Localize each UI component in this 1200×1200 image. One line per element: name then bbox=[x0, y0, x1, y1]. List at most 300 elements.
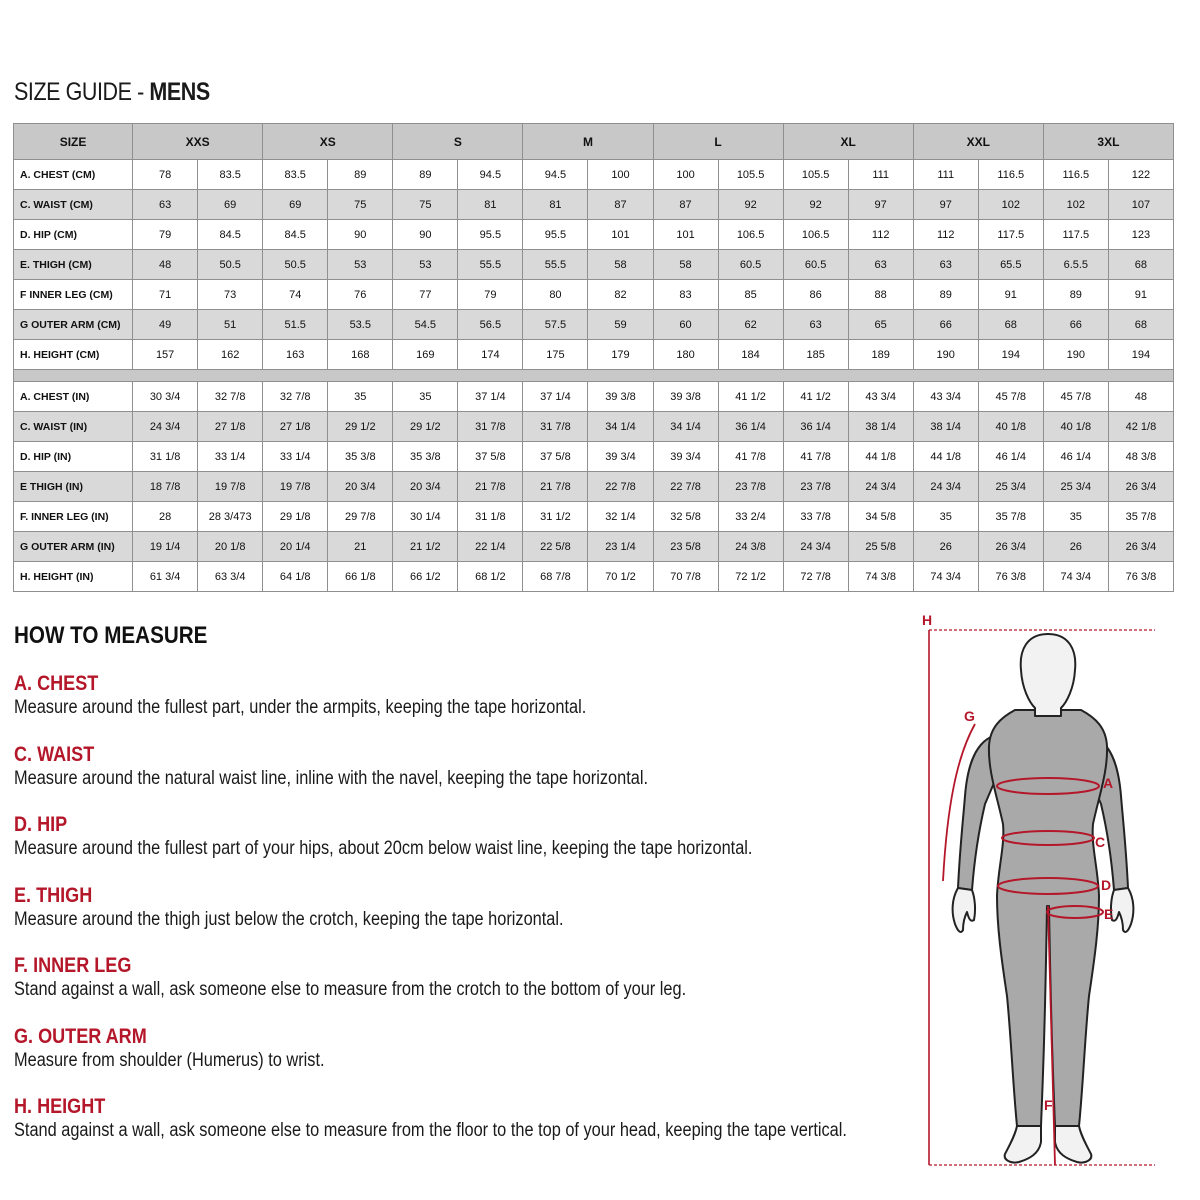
table-cell: 22 1/4 bbox=[458, 532, 523, 562]
table-cell: 95.5 bbox=[458, 220, 523, 250]
table-cell: 55.5 bbox=[458, 250, 523, 280]
row-label: C. WAIST (IN) bbox=[14, 412, 133, 442]
measure-description: Measure around the fullest part of your hips, about 20cm below waist line, keeping the tape horizontal. bbox=[14, 838, 753, 859]
row-label: G OUTER ARM (CM) bbox=[14, 310, 133, 340]
measure-item bbox=[14, 743, 648, 791]
table-cell: 91 bbox=[1108, 280, 1173, 310]
table-row bbox=[14, 250, 1174, 280]
head bbox=[1021, 634, 1076, 716]
measure-description: Stand against a wall, ask someone else to measure from the crotch to the bottom of your leg. bbox=[14, 979, 687, 1000]
table-cell: 65 bbox=[848, 310, 913, 340]
table-cell: 40 1/8 bbox=[1043, 412, 1108, 442]
table-cell: 24 3/4 bbox=[848, 472, 913, 502]
table-cell: 40 1/8 bbox=[978, 412, 1043, 442]
table-cell: 25 3/4 bbox=[978, 472, 1043, 502]
table-cell: 51 bbox=[198, 310, 263, 340]
table-cell: 77 bbox=[393, 280, 458, 310]
table-cell: 116.5 bbox=[978, 160, 1043, 190]
table-cell: 36 1/4 bbox=[783, 412, 848, 442]
table-cell: 31 1/2 bbox=[523, 502, 588, 532]
table-cell: 37 1/4 bbox=[523, 382, 588, 412]
table-cell: 190 bbox=[913, 340, 978, 370]
table-cell: 37 1/4 bbox=[458, 382, 523, 412]
table-cell: 65.5 bbox=[978, 250, 1043, 280]
body-silhouette bbox=[953, 634, 1134, 1163]
table-cell: 27 1/8 bbox=[198, 412, 263, 442]
table-cell: 35 3/8 bbox=[328, 442, 393, 472]
table-cell: 44 1/8 bbox=[913, 442, 978, 472]
table-cell: 194 bbox=[1108, 340, 1173, 370]
table-cell: 31 7/8 bbox=[458, 412, 523, 442]
measure-item bbox=[14, 1025, 325, 1073]
measure-item bbox=[14, 672, 586, 720]
table-cell: 175 bbox=[523, 340, 588, 370]
table-cell: 23 1/4 bbox=[588, 532, 653, 562]
table-cell: 112 bbox=[913, 220, 978, 250]
table-cell: 81 bbox=[523, 190, 588, 220]
table-cell: 48 bbox=[133, 250, 198, 280]
measure-description: Measure around the thigh just below the crotch, keeping the tape horizontal. bbox=[14, 908, 564, 930]
table-cell: 35 3/8 bbox=[393, 442, 458, 472]
measure-heading: C. WAIST bbox=[14, 742, 95, 766]
table-cell: 61 3/4 bbox=[133, 562, 198, 592]
label-c: C bbox=[1095, 834, 1106, 850]
table-cell: 36 1/4 bbox=[718, 412, 783, 442]
table-cell: 81 bbox=[458, 190, 523, 220]
table-cell: 86 bbox=[783, 280, 848, 310]
measure-description: Measure around the natural waist line, inline with the navel, keeping the tape horizontal. bbox=[14, 767, 649, 789]
table-cell: 76 3/8 bbox=[1108, 562, 1173, 592]
table-cell: 50.5 bbox=[263, 250, 328, 280]
title-prefix: SIZE GUIDE - bbox=[14, 78, 150, 106]
table-cell: 26 3/4 bbox=[1108, 532, 1173, 562]
table-cell: 66 bbox=[913, 310, 978, 340]
table-cell: 60 bbox=[653, 310, 718, 340]
size-header-s: S bbox=[393, 124, 523, 160]
table-cell: 105.5 bbox=[718, 160, 783, 190]
table-cell: 21 7/8 bbox=[458, 472, 523, 502]
table-cell: 72 7/8 bbox=[783, 562, 848, 592]
row-label: C. WAIST (CM) bbox=[14, 190, 133, 220]
table-cell: 69 bbox=[263, 190, 328, 220]
left-hand bbox=[953, 888, 975, 932]
size-header-l: L bbox=[653, 124, 783, 160]
right-foot bbox=[1055, 1126, 1091, 1163]
table-cell: 87 bbox=[653, 190, 718, 220]
table-cell: 26 3/4 bbox=[1108, 472, 1173, 502]
table-cell: 54.5 bbox=[393, 310, 458, 340]
row-label: E THIGH (IN) bbox=[14, 472, 133, 502]
table-cell: 107 bbox=[1108, 190, 1173, 220]
table-cell: 106.5 bbox=[718, 220, 783, 250]
table-cell: 71 bbox=[133, 280, 198, 310]
table-cell: 43 3/4 bbox=[848, 382, 913, 412]
how-to-measure-title: HOW TO MEASURE bbox=[14, 622, 208, 649]
row-label: F. INNER LEG (IN) bbox=[14, 502, 133, 532]
table-cell: 87 bbox=[588, 190, 653, 220]
table-row bbox=[14, 472, 1174, 502]
row-label: H. HEIGHT (IN) bbox=[14, 562, 133, 592]
table-cell: 168 bbox=[328, 340, 393, 370]
table-cell: 34 1/4 bbox=[653, 412, 718, 442]
table-cell: 24 3/8 bbox=[718, 532, 783, 562]
table-cell: 189 bbox=[848, 340, 913, 370]
table-cell: 94.5 bbox=[523, 160, 588, 190]
table-cell: 100 bbox=[588, 160, 653, 190]
table-cell: 53 bbox=[393, 250, 458, 280]
table-cell: 41 7/8 bbox=[783, 442, 848, 472]
table-cell: 45 7/8 bbox=[978, 382, 1043, 412]
table-cell: 74 3/8 bbox=[848, 562, 913, 592]
table-cell: 29 1/8 bbox=[263, 502, 328, 532]
table-cell: 21 7/8 bbox=[523, 472, 588, 502]
table-cell: 117.5 bbox=[1043, 220, 1108, 250]
table-cell: 123 bbox=[1108, 220, 1173, 250]
table-cell: 190 bbox=[1043, 340, 1108, 370]
table-cell: 90 bbox=[328, 220, 393, 250]
table-cell: 101 bbox=[653, 220, 718, 250]
table-cell: 33 1/4 bbox=[198, 442, 263, 472]
measure-description: Measure around the fullest part, under the armpits, keeping the tape horizontal. bbox=[14, 697, 587, 718]
table-cell: 29 1/2 bbox=[328, 412, 393, 442]
size-header-xxs: XXS bbox=[133, 124, 263, 160]
table-cell: 100 bbox=[653, 160, 718, 190]
table-cell: 31 1/8 bbox=[133, 442, 198, 472]
table-cell: 19 1/4 bbox=[133, 532, 198, 562]
table-cell: 35 7/8 bbox=[1108, 502, 1173, 532]
table-cell: 38 1/4 bbox=[913, 412, 978, 442]
measure-item bbox=[14, 954, 686, 1002]
measure-item bbox=[14, 1095, 847, 1143]
table-cell: 94.5 bbox=[458, 160, 523, 190]
table-cell: 58 bbox=[653, 250, 718, 280]
measure-heading: H. HEIGHT bbox=[14, 1095, 106, 1118]
table-cell: 41 1/2 bbox=[783, 382, 848, 412]
size-header-3xl: 3XL bbox=[1043, 124, 1173, 160]
table-cell: 58 bbox=[588, 250, 653, 280]
table-row bbox=[14, 280, 1174, 310]
left-foot bbox=[1005, 1126, 1041, 1163]
table-cell: 80 bbox=[523, 280, 588, 310]
table-row bbox=[14, 562, 1174, 592]
table-cell: 68 bbox=[978, 310, 1043, 340]
table-cell: 60.5 bbox=[783, 250, 848, 280]
table-row bbox=[14, 442, 1174, 472]
size-header-m: M bbox=[523, 124, 653, 160]
measure-heading: E. THIGH bbox=[14, 883, 93, 907]
table-cell: 19 7/8 bbox=[263, 472, 328, 502]
row-label: D. HIP (CM) bbox=[14, 220, 133, 250]
table-cell: 68 bbox=[1108, 250, 1173, 280]
table-cell: 79 bbox=[458, 280, 523, 310]
label-d: D bbox=[1101, 877, 1112, 893]
table-cell: 60.5 bbox=[718, 250, 783, 280]
table-cell: 53 bbox=[328, 250, 393, 280]
table-cell: 56.5 bbox=[458, 310, 523, 340]
table-cell: 88 bbox=[848, 280, 913, 310]
table-cell: 122 bbox=[1108, 160, 1173, 190]
table-cell: 29 7/8 bbox=[328, 502, 393, 532]
table-cell: 22 5/8 bbox=[523, 532, 588, 562]
table-cell: 92 bbox=[783, 190, 848, 220]
table-cell: 75 bbox=[328, 190, 393, 220]
label-a: A bbox=[1103, 775, 1114, 791]
table-cell: 18 7/8 bbox=[133, 472, 198, 502]
table-cell: 28 3/473 bbox=[198, 502, 263, 532]
label-e: E bbox=[1104, 906, 1114, 922]
label-f: F bbox=[1044, 1097, 1053, 1113]
table-cell: 117.5 bbox=[978, 220, 1043, 250]
table-cell: 33 7/8 bbox=[783, 502, 848, 532]
table-cell: 32 7/8 bbox=[263, 382, 328, 412]
table-cell: 46 1/4 bbox=[1043, 442, 1108, 472]
table-cell: 112 bbox=[848, 220, 913, 250]
table-cell: 75 bbox=[393, 190, 458, 220]
table-cell: 74 bbox=[263, 280, 328, 310]
table-cell: 102 bbox=[1043, 190, 1108, 220]
table-cell: 44 1/8 bbox=[848, 442, 913, 472]
row-label: D. HIP (IN) bbox=[14, 442, 133, 472]
table-cell: 22 7/8 bbox=[588, 472, 653, 502]
table-cell: 21 1/2 bbox=[393, 532, 458, 562]
table-cell: 63 bbox=[133, 190, 198, 220]
label-h: H bbox=[922, 612, 933, 628]
table-row bbox=[14, 310, 1174, 340]
measure-description: Stand against a wall, ask someone else to measure from the floor to the top of your head, keeping the tape vertical. bbox=[14, 1120, 847, 1141]
table-cell: 39 3/8 bbox=[588, 382, 653, 412]
table-cell: 29 1/2 bbox=[393, 412, 458, 442]
table-cell: 46 1/4 bbox=[978, 442, 1043, 472]
table-cell: 74 3/4 bbox=[1043, 562, 1108, 592]
table-cell: 24 3/4 bbox=[913, 472, 978, 502]
table-cell: 25 3/4 bbox=[1043, 472, 1108, 502]
table-cell: 89 bbox=[328, 160, 393, 190]
table-cell: 23 5/8 bbox=[653, 532, 718, 562]
table-cell: 179 bbox=[588, 340, 653, 370]
size-header-xl: XL bbox=[783, 124, 913, 160]
table-cell: 31 7/8 bbox=[523, 412, 588, 442]
table-cell: 26 3/4 bbox=[978, 532, 1043, 562]
table-cell: 116.5 bbox=[1043, 160, 1108, 190]
table-cell: 111 bbox=[913, 160, 978, 190]
table-cell: 82 bbox=[588, 280, 653, 310]
table-cell: 74 3/4 bbox=[913, 562, 978, 592]
table-cell: 78 bbox=[133, 160, 198, 190]
table-cell: 37 5/8 bbox=[458, 442, 523, 472]
table-cell: 68 7/8 bbox=[523, 562, 588, 592]
table-cell: 68 bbox=[1108, 310, 1173, 340]
table-cell: 23 7/8 bbox=[718, 472, 783, 502]
table-cell: 84.5 bbox=[263, 220, 328, 250]
table-cell: 39 3/8 bbox=[653, 382, 718, 412]
table-cell: 63 bbox=[913, 250, 978, 280]
table-row bbox=[14, 502, 1174, 532]
table-cell: 23 7/8 bbox=[783, 472, 848, 502]
table-cell: 163 bbox=[263, 340, 328, 370]
table-cell: 66 bbox=[1043, 310, 1108, 340]
table-cell: 26 bbox=[913, 532, 978, 562]
table-cell: 35 7/8 bbox=[978, 502, 1043, 532]
table-cell: 63 3/4 bbox=[198, 562, 263, 592]
table-cell: 32 7/8 bbox=[198, 382, 263, 412]
table-separator bbox=[14, 370, 1174, 382]
table-cell: 76 bbox=[328, 280, 393, 310]
measure-item bbox=[14, 884, 564, 932]
table-cell: 45 7/8 bbox=[1043, 382, 1108, 412]
row-label: G OUTER ARM (IN) bbox=[14, 532, 133, 562]
table-cell: 102 bbox=[978, 190, 1043, 220]
table-row bbox=[14, 160, 1174, 190]
measure-description: Measure from shoulder (Humerus) to wrist. bbox=[14, 1049, 325, 1071]
table-cell: 21 bbox=[328, 532, 393, 562]
table-cell: 26 bbox=[1043, 532, 1108, 562]
table-cell: 31 1/8 bbox=[458, 502, 523, 532]
table-cell: 97 bbox=[848, 190, 913, 220]
table-cell: 39 3/4 bbox=[653, 442, 718, 472]
table-cell: 111 bbox=[848, 160, 913, 190]
table-cell: 95.5 bbox=[523, 220, 588, 250]
right-hand bbox=[1111, 888, 1133, 932]
table-cell: 194 bbox=[978, 340, 1043, 370]
table-cell: 85 bbox=[718, 280, 783, 310]
table-cell: 66 1/8 bbox=[328, 562, 393, 592]
table-row bbox=[14, 340, 1174, 370]
measure-heading: A. CHEST bbox=[14, 672, 99, 695]
table-cell: 97 bbox=[913, 190, 978, 220]
size-header-xs: XS bbox=[263, 124, 393, 160]
table-cell: 35 bbox=[328, 382, 393, 412]
table-cell: 34 1/4 bbox=[588, 412, 653, 442]
size-header-row bbox=[14, 124, 1174, 160]
table-cell: 174 bbox=[458, 340, 523, 370]
table-cell: 62 bbox=[718, 310, 783, 340]
table-cell: 55.5 bbox=[523, 250, 588, 280]
table-cell: 48 bbox=[1108, 382, 1173, 412]
page-title bbox=[14, 78, 210, 107]
table-cell: 184 bbox=[718, 340, 783, 370]
table-cell: 185 bbox=[783, 340, 848, 370]
measure-heading: G. OUTER ARM bbox=[14, 1024, 147, 1048]
table-cell: 34 5/8 bbox=[848, 502, 913, 532]
table-cell: 49 bbox=[133, 310, 198, 340]
table-cell: 19 7/8 bbox=[198, 472, 263, 502]
table-cell: 24 3/4 bbox=[133, 412, 198, 442]
table-row bbox=[14, 382, 1174, 412]
table-cell: 89 bbox=[1043, 280, 1108, 310]
table-cell: 41 1/2 bbox=[718, 382, 783, 412]
separator-cell bbox=[14, 370, 1174, 382]
table-cell: 162 bbox=[198, 340, 263, 370]
table-cell: 157 bbox=[133, 340, 198, 370]
table-cell: 43 3/4 bbox=[913, 382, 978, 412]
table-cell: 91 bbox=[978, 280, 1043, 310]
measure-item bbox=[14, 813, 752, 861]
table-cell: 25 5/8 bbox=[848, 532, 913, 562]
table-cell: 30 3/4 bbox=[133, 382, 198, 412]
table-cell: 50.5 bbox=[198, 250, 263, 280]
table-cell: 20 1/8 bbox=[198, 532, 263, 562]
table-cell: 69 bbox=[198, 190, 263, 220]
measure-heading: D. HIP bbox=[14, 813, 68, 836]
measurement-figure bbox=[905, 606, 1175, 1176]
table-cell: 6.5.5 bbox=[1043, 250, 1108, 280]
table-cell: 83.5 bbox=[198, 160, 263, 190]
table-cell: 105.5 bbox=[783, 160, 848, 190]
table-cell: 41 7/8 bbox=[718, 442, 783, 472]
table-cell: 63 bbox=[848, 250, 913, 280]
table-cell: 27 1/8 bbox=[263, 412, 328, 442]
table-cell: 32 1/4 bbox=[588, 502, 653, 532]
table-cell: 89 bbox=[913, 280, 978, 310]
table-cell: 83.5 bbox=[263, 160, 328, 190]
table-cell: 20 3/4 bbox=[328, 472, 393, 502]
table-cell: 20 1/4 bbox=[263, 532, 328, 562]
table-row bbox=[14, 220, 1174, 250]
size-table bbox=[13, 123, 1174, 592]
size-header-xxl: XXL bbox=[913, 124, 1043, 160]
table-cell: 22 7/8 bbox=[653, 472, 718, 502]
table-cell: 35 bbox=[1043, 502, 1108, 532]
table-cell: 90 bbox=[393, 220, 458, 250]
table-cell: 70 7/8 bbox=[653, 562, 718, 592]
table-cell: 79 bbox=[133, 220, 198, 250]
table-row bbox=[14, 190, 1174, 220]
table-cell: 35 bbox=[393, 382, 458, 412]
table-cell: 30 1/4 bbox=[393, 502, 458, 532]
table-cell: 101 bbox=[588, 220, 653, 250]
table-cell: 89 bbox=[393, 160, 458, 190]
table-cell: 33 1/4 bbox=[263, 442, 328, 472]
table-cell: 20 3/4 bbox=[393, 472, 458, 502]
title-bold: MENS bbox=[149, 78, 210, 106]
table-cell: 39 3/4 bbox=[588, 442, 653, 472]
row-label: A. CHEST (CM) bbox=[14, 160, 133, 190]
table-cell: 66 1/2 bbox=[393, 562, 458, 592]
row-label: F INNER LEG (CM) bbox=[14, 280, 133, 310]
table-cell: 84.5 bbox=[198, 220, 263, 250]
table-cell: 72 1/2 bbox=[718, 562, 783, 592]
table-cell: 68 1/2 bbox=[458, 562, 523, 592]
table-cell: 76 3/8 bbox=[978, 562, 1043, 592]
label-g: G bbox=[964, 708, 975, 724]
table-cell: 92 bbox=[718, 190, 783, 220]
table-cell: 180 bbox=[653, 340, 718, 370]
table-row bbox=[14, 412, 1174, 442]
table-cell: 53.5 bbox=[328, 310, 393, 340]
table-cell: 42 1/8 bbox=[1108, 412, 1173, 442]
table-cell: 24 3/4 bbox=[783, 532, 848, 562]
table-cell: 59 bbox=[588, 310, 653, 340]
table-cell: 28 bbox=[133, 502, 198, 532]
table-cell: 57.5 bbox=[523, 310, 588, 340]
table-cell: 51.5 bbox=[263, 310, 328, 340]
table-cell: 70 1/2 bbox=[588, 562, 653, 592]
size-header-cell: SIZE bbox=[14, 124, 133, 160]
table-cell: 48 3/8 bbox=[1108, 442, 1173, 472]
table-cell: 35 bbox=[913, 502, 978, 532]
row-label: E. THIGH (CM) bbox=[14, 250, 133, 280]
table-cell: 83 bbox=[653, 280, 718, 310]
row-label: A. CHEST (IN) bbox=[14, 382, 133, 412]
measure-heading: F. INNER LEG bbox=[14, 954, 132, 977]
table-cell: 32 5/8 bbox=[653, 502, 718, 532]
table-row bbox=[14, 532, 1174, 562]
table-cell: 73 bbox=[198, 280, 263, 310]
row-label: H. HEIGHT (CM) bbox=[14, 340, 133, 370]
table-cell: 64 1/8 bbox=[263, 562, 328, 592]
table-cell: 33 2/4 bbox=[718, 502, 783, 532]
table-cell: 37 5/8 bbox=[523, 442, 588, 472]
